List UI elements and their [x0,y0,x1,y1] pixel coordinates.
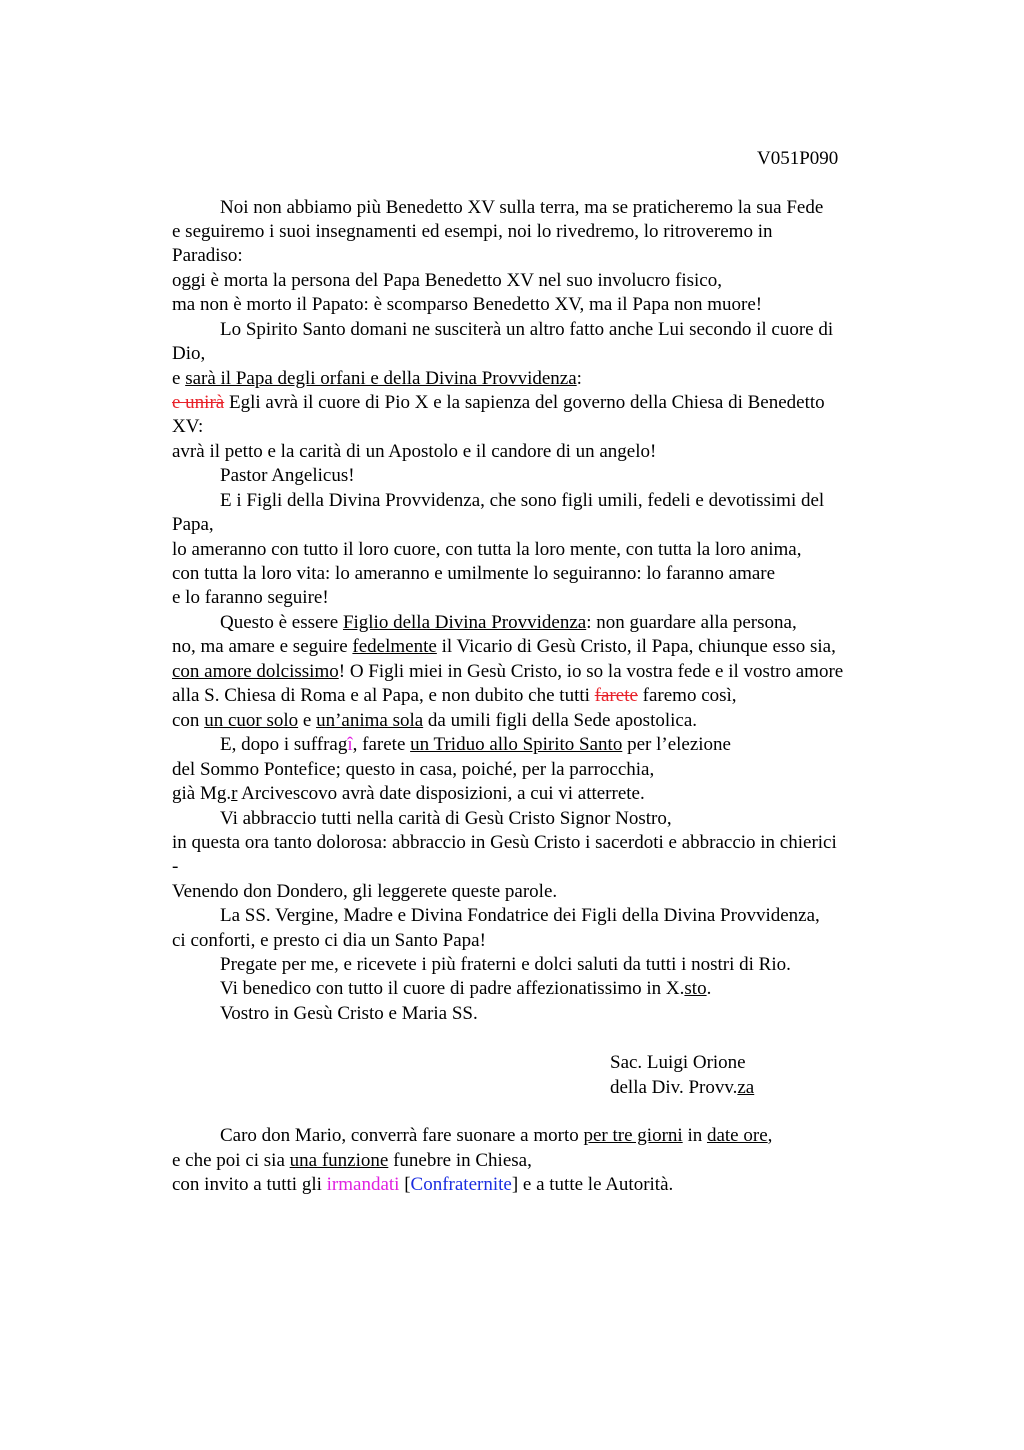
text-segment: funebre in Chiesa, [388,1150,532,1171]
underlined-text: za [737,1077,755,1098]
text-line: lo ameranno con tutto il loro cuore, con tutta la loro mente, con tutta la loro anima, [172,539,802,560]
text-line: avrà il petto e la carità di un Apostolo e il candore di un angelo! [172,441,657,462]
text-line [220,733,731,757]
text-segment: in [682,1125,707,1146]
underlined-text: una funzione [289,1150,389,1171]
text-line [172,391,825,415]
magenta-text: î [347,734,353,755]
text-segment: da umili figli della Sede apostolica. [423,710,698,731]
text-line [172,1149,532,1173]
document-reference-code: V051P090 [757,148,839,169]
text-segment: Egli avrà il cuore di Pio X e la sapienza del governo della Chiesa di Benedetto [224,392,825,413]
text-segment: no, ma amare e seguire [172,636,353,657]
text-segment: ! O Figli miei in Gesù Cristo, io so la vostra fede e il vostro amore [338,661,844,682]
text-segment: con invito a tutti gli [172,1174,327,1195]
text-line: Noi non abbiamo più Benedetto XV sulla terra, ma se praticheremo la sua Fede [220,197,824,218]
text-line: in questa ora tanto dolorosa: abbraccio in Gesù Cristo i sacerdoti e abbraccio in chierici [172,832,837,853]
text-line: Paradiso: [172,245,243,266]
text-segment: , [767,1125,773,1146]
text-segment: e [298,710,317,731]
underlined-text: sto [684,978,707,999]
text-segment: e che poi ci sia [172,1150,290,1171]
text-line: Papa, [172,514,214,535]
text-segment: E, dopo i suffrag [220,734,348,755]
text-segment: . [706,978,712,999]
text-line [172,635,836,659]
text-segment: già Mg. [172,783,232,804]
text-line: Pastor Angelicus! [220,465,355,486]
underlined-text: con amore dolcissimo [172,661,339,682]
text-line: XV: [172,416,204,437]
text-line: e seguiremo i suoi insegnamenti ed esempi, noi lo rivedremo, lo ritroveremo in [172,221,773,242]
text-segment: [ [399,1174,411,1195]
text-line: Venendo don Dondero, gli leggerete queste parole. [172,881,558,902]
underlined-text: un cuor solo [204,710,299,731]
underlined-text: un Triduo allo Spirito Santo [410,734,623,755]
text-line: Vostro in Gesù Cristo e Maria SS. [220,1003,478,1024]
underlined-text: per tre giorni [583,1125,683,1146]
underlined-text: r [231,783,238,804]
text-line: E i Figli della Divina Provvidenza, che sono figli umili, fedeli e devotissimi del [220,490,825,511]
text-line: La SS. Vergine, Madre e Divina Fondatrice dei Figli della Divina Provvidenza, [220,905,820,926]
text-line: ma non è morto il Papato: è scomparso Benedetto XV, ma il Papa non muore! [172,294,763,315]
text-line: Vi abbraccio tutti nella carità di Gesù Cristo Signor Nostro, [220,808,672,829]
magenta-text: irmandati [326,1174,400,1195]
text-line [220,1124,772,1148]
text-line: oggi è morta la persona del Papa Benedetto XV nel suo involucro fisico, [172,270,722,291]
text-line [172,367,582,391]
text-line: Lo Spirito Santo domani ne susciterà un altro fatto anche Lui secondo il cuore di [220,319,834,340]
text-segment: ] e a tutte le Autorità. [511,1174,674,1195]
text-line [172,684,737,708]
underlined-text: un’anima sola [316,710,424,731]
text-line: - [172,856,179,877]
text-segment: , farete [352,734,411,755]
text-line: e lo faranno seguire! [172,587,329,608]
text-segment: : [576,368,582,389]
text-line [220,977,711,1001]
underlined-text: sarà il Papa degli orfani e della Divina Provvidenza [185,368,577,389]
text-line [172,660,843,684]
deleted-text: farete [594,685,638,706]
text-segment: alla S. Chiesa di Roma e al Papa, e non dubito che tutti [172,685,595,706]
text-segment: e [172,368,186,389]
text-segment: Vi benedico con tutto il cuore di padre affezionatissimo in X. [220,978,685,999]
text-line [220,611,797,635]
text-segment: il Vicario di Gesù Cristo, il Papa, chiunque esso sia, [436,636,836,657]
blue-text: Confraternite [410,1174,512,1195]
text-segment: per l’elezione [622,734,731,755]
underlined-text: fedelmente [352,636,437,657]
text-segment: della Div. Provv. [610,1077,738,1098]
text-line: Pregate per me, e ricevete i più fraterni e dolci saluti da tutti i nostri di Rio. [220,954,791,975]
text-segment: faremo così, [637,685,737,706]
signature-name: Sac. Luigi Orione [610,1052,746,1073]
text-segment: Caro don Mario, converrà fare suonare a morto [220,1125,584,1146]
underlined-text: date ore [706,1125,768,1146]
text-segment: con [172,710,205,731]
text-line [172,709,697,733]
text-segment: Questo è essere [220,612,343,633]
text-line: con tutta la loro vita: lo ameranno e umilmente lo seguiranno: lo faranno amare [172,563,776,584]
text-line [172,782,645,806]
text-line: Dio, [172,343,206,364]
text-line: ci conforti, e presto ci dia un Santo Papa! [172,930,486,951]
text-segment: Arcivescovo avrà date disposizioni, a cui vi atterrete. [237,783,645,804]
signature-title [610,1076,754,1100]
text-segment: : non guardare alla persona, [586,612,797,633]
text-line: del Sommo Pontefice; questo in casa, poiché, per la parrocchia, [172,759,655,780]
underlined-text: Figlio della Divina Provvidenza [342,612,587,633]
text-line [172,1173,673,1197]
deleted-text: e unirà [172,392,225,413]
